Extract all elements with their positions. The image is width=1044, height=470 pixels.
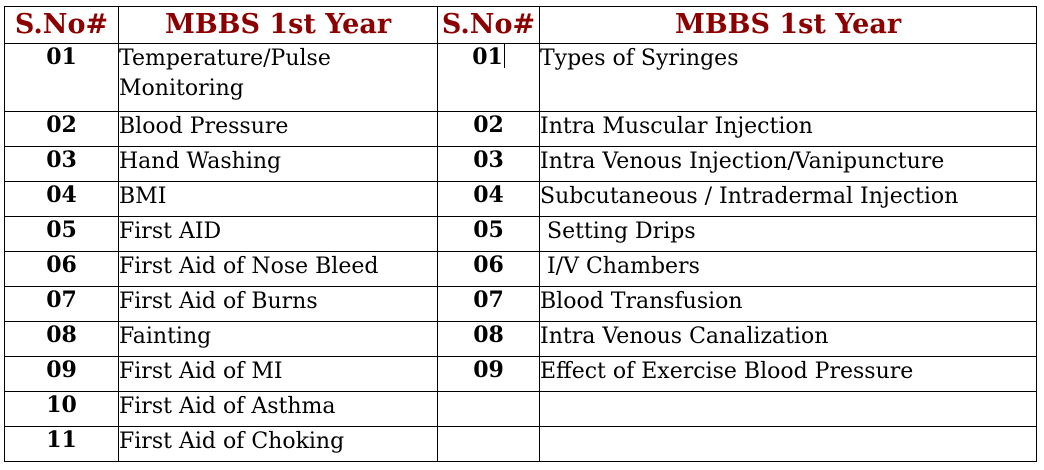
left-topic: BMI	[119, 182, 438, 217]
right-serial-number: 03	[438, 147, 540, 182]
right-topic: Intra Muscular Injection	[540, 112, 1037, 147]
right-serial-number[interactable]	[438, 44, 540, 112]
right-serial-number: 02	[438, 112, 540, 147]
header-row	[5, 7, 1037, 44]
table-row	[5, 252, 1037, 287]
right-serial-number: 06	[438, 252, 540, 287]
left-serial-number: 08	[5, 322, 119, 357]
left-topic: Blood Pressure	[119, 112, 438, 147]
right-topic	[540, 392, 1037, 427]
year-header-right: MBBS 1st Year	[540, 7, 1037, 44]
left-serial-number: 03	[5, 147, 119, 182]
right-topic: Types of Syringes	[540, 44, 1037, 112]
left-serial-number: 09	[5, 357, 119, 392]
left-serial-number: 02	[5, 112, 119, 147]
right-topic	[540, 427, 1037, 462]
right-serial-number: 07	[438, 287, 540, 322]
left-topic: First AID	[119, 217, 438, 252]
right-topic: I/V Chambers	[540, 252, 1037, 287]
left-serial-number: 04	[5, 182, 119, 217]
right-serial-number	[438, 392, 540, 427]
right-topic: Subcutaneous / Intradermal Injection	[540, 182, 1037, 217]
left-topic: First Aid of Nose Bleed	[119, 252, 438, 287]
table-row	[5, 112, 1037, 147]
table-row	[5, 392, 1037, 427]
left-topic: Hand Washing	[119, 147, 438, 182]
table-row	[5, 147, 1037, 182]
right-serial-number: 09	[438, 357, 540, 392]
text-cursor	[504, 44, 505, 68]
left-topic: First Aid of Choking	[119, 427, 438, 462]
sno-header-right: S.No#	[438, 7, 540, 44]
table-row	[5, 217, 1037, 252]
left-serial-number: 07	[5, 287, 119, 322]
left-topic: Fainting	[119, 322, 438, 357]
sno-header-left: S.No#	[5, 7, 119, 44]
right-serial-number: 04	[438, 182, 540, 217]
left-serial-number: 06	[5, 252, 119, 287]
left-serial-number: 05	[5, 217, 119, 252]
year-header-left: MBBS 1st Year	[119, 7, 438, 44]
table-row	[5, 357, 1037, 392]
left-topic: First Aid of MI	[119, 357, 438, 392]
table-row	[5, 44, 1037, 112]
mbbs-schedule-table	[4, 6, 1037, 462]
table-row	[5, 287, 1037, 322]
right-topic: Intra Venous Canalization	[540, 322, 1037, 357]
left-serial-text: 01	[46, 44, 77, 70]
right-serial-number	[438, 427, 540, 462]
right-topic: Blood Transfusion	[540, 287, 1037, 322]
right-topic: Setting Drips	[540, 217, 1037, 252]
left-serial-number: 11	[5, 427, 119, 462]
table-row	[5, 322, 1037, 357]
right-topic: Effect of Exercise Blood Pressure	[540, 357, 1037, 392]
right-serial-number: 08	[438, 322, 540, 357]
left-topic: First Aid of Asthma	[119, 392, 438, 427]
left-serial-number	[5, 44, 119, 112]
right-topic: Intra Venous Injection/Vanipuncture	[540, 147, 1037, 182]
right-serial-number: 05	[438, 217, 540, 252]
right-serial-text: 01	[472, 44, 503, 70]
table-row	[5, 182, 1037, 217]
left-topic: First Aid of Burns	[119, 287, 438, 322]
table-row	[5, 427, 1037, 462]
left-serial-number: 10	[5, 392, 119, 427]
left-topic: Temperature/Pulse Monitoring	[119, 44, 438, 112]
